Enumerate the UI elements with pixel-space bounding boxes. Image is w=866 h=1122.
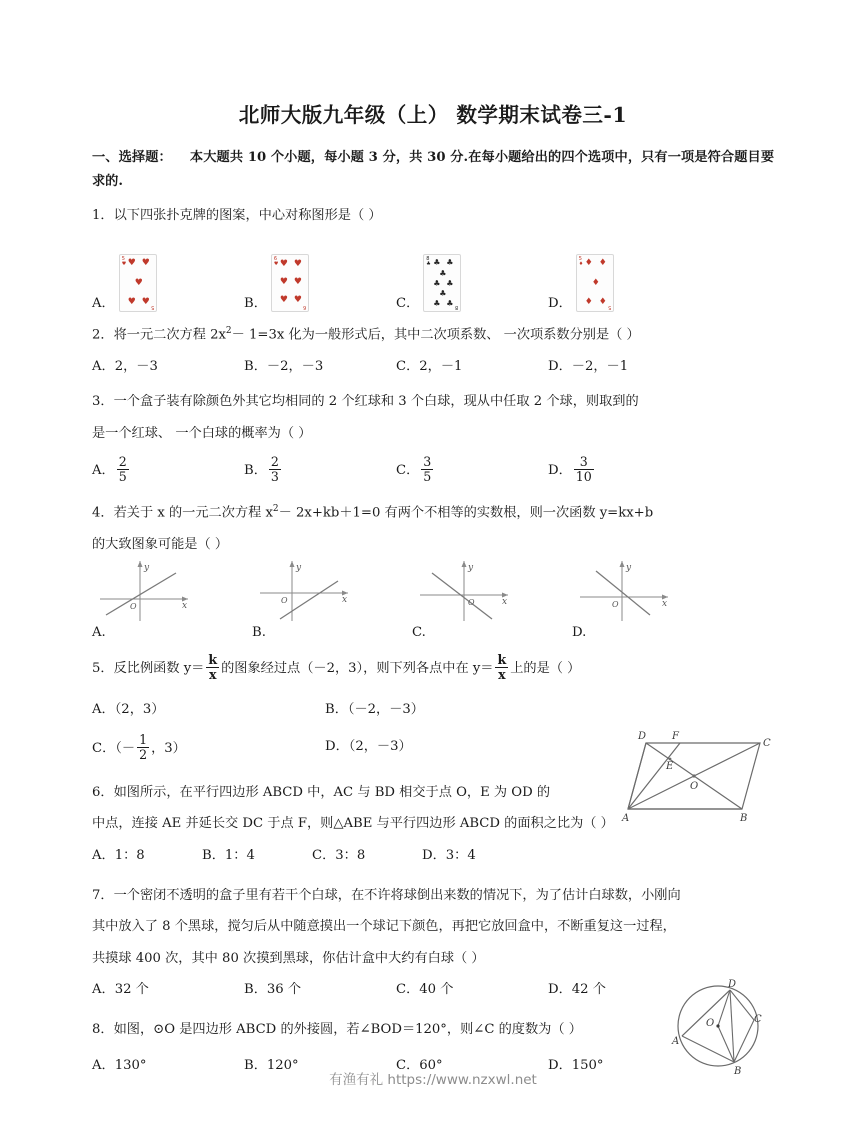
- parallelogram-ABCD-svg: [614, 721, 774, 825]
- option-d[interactable]: D．3：4: [422, 847, 476, 863]
- graph-d-origin-label: O: [612, 599, 619, 609]
- option-b[interactable]: B．120°: [244, 1057, 299, 1073]
- graph-d-y-label: y: [626, 562, 632, 573]
- option-c-fraction: [137, 733, 149, 762]
- question-8-body: 如图，⊙O 是四边形 ABCD 的外接圆，若∠BOD＝120°，则∠C 的度数为（ ）: [113, 1022, 582, 1038]
- option-d[interactable]: D．42 个: [548, 982, 606, 998]
- question-1: [92, 204, 774, 312]
- option-a[interactable]: [92, 456, 244, 485]
- vertex-label-A: A: [672, 1036, 680, 1048]
- question-2-text: [92, 323, 774, 348]
- option-d[interactable]: [548, 456, 596, 485]
- option-d-fraction: [574, 455, 594, 484]
- graph-b-axes: [252, 555, 356, 625]
- card-corner-rank: 6: [273, 256, 278, 263]
- question-1-card-options: [92, 234, 774, 312]
- card-corner-suit: ♥: [121, 261, 127, 268]
- question-4-exponent: 2: [272, 504, 279, 515]
- question-3-text-line1: [92, 390, 774, 414]
- graph-c-x-label: x: [502, 596, 508, 607]
- option-a[interactable]: A．130°: [92, 1057, 147, 1073]
- graph-b-origin-label: O: [281, 595, 288, 605]
- question-1-number: 1．: [92, 208, 114, 223]
- graph-b-x-label: x: [342, 594, 348, 605]
- graph-c-axes: [412, 555, 516, 625]
- option-a-graph-slot[interactable]: [92, 555, 252, 642]
- option-a-letter: A．: [92, 463, 115, 479]
- option-b[interactable]: [244, 456, 396, 485]
- question-5-fraction-2: [495, 653, 508, 682]
- option-d[interactable]: D．150°: [548, 1057, 604, 1073]
- question-3-number: 3．: [92, 394, 114, 410]
- fraction-numerator: k: [208, 651, 218, 667]
- section-heading-text: 本大题共 10 个小题，每小题 3 分，共 30 分.在每小题给出的四个选项中，只有一项是符合题目要求的.: [92, 150, 775, 189]
- option-b-letter: B．: [244, 463, 267, 479]
- card-8-of-clubs: [423, 254, 461, 312]
- question-2-options: [92, 354, 774, 379]
- question-2-body-before: 将一元二次方程 2x: [113, 327, 226, 343]
- card-pip: ♦: [584, 258, 593, 269]
- card-corner-rank: 5: [121, 256, 125, 263]
- card-pip: ♥: [293, 277, 302, 288]
- question-6-options: [92, 843, 774, 868]
- question-2: [92, 323, 774, 379]
- fraction-numerator: 2: [118, 454, 127, 470]
- fraction-denominator: 3: [270, 469, 279, 485]
- card-corner-rank: 8: [426, 256, 430, 263]
- question-3-text-line2: [92, 422, 774, 446]
- question-5-text: [92, 651, 774, 683]
- question-7-number: 7．: [92, 887, 114, 903]
- question-1-text: [92, 204, 774, 228]
- fraction-numerator: 2: [270, 454, 279, 470]
- point-label-E: E: [666, 761, 674, 773]
- point-O-marker: [692, 774, 695, 777]
- card-pip: ♥: [141, 258, 150, 269]
- option-b-card-slot[interactable]: [244, 254, 396, 312]
- card-pip: ♦: [591, 278, 600, 289]
- option-c[interactable]: C．3：8: [312, 847, 366, 863]
- graph-a-y-label: y: [144, 562, 150, 573]
- card-pip: ♣: [446, 258, 454, 268]
- option-b-graph-slot[interactable]: [252, 555, 412, 642]
- option-c[interactable]: C．2，－1: [396, 359, 463, 375]
- circle-figure: [666, 974, 770, 1078]
- graph-a-axes: [92, 555, 196, 625]
- option-c-letter: C．（－: [92, 740, 136, 756]
- option-a[interactable]: A．32 个: [92, 982, 149, 998]
- option-d-card-slot[interactable]: [548, 254, 614, 312]
- card-pip: ♣: [433, 299, 441, 309]
- option-c[interactable]: C．40 个: [396, 982, 454, 998]
- vertex-label-B: B: [734, 1066, 742, 1078]
- card-6-of-hearts: [271, 254, 309, 312]
- question-7-text-line2: [92, 915, 774, 939]
- question-4-body-1a: 若关于 x 的一元二次方程 x: [113, 505, 273, 521]
- card-corner-suit: ♣: [426, 261, 431, 268]
- option-a-card-slot[interactable]: [92, 254, 244, 312]
- card-pip: ♥: [127, 297, 136, 308]
- card-5-of-diamonds: [576, 254, 614, 312]
- graph-a-x-label: x: [182, 600, 188, 611]
- point-label-F: F: [672, 731, 679, 743]
- option-a-letter: A．: [92, 296, 115, 312]
- fraction-denominator: 2: [139, 746, 148, 762]
- vertex-label-D: D: [638, 731, 647, 743]
- question-4-number: 4．: [92, 505, 114, 521]
- card-pip: ♥: [279, 277, 288, 288]
- card-pip: ♥: [134, 278, 143, 289]
- question-5-seg3: 上的是（ ）: [510, 660, 581, 676]
- card-pip: ♣: [433, 279, 441, 289]
- fraction-numerator: 3: [423, 454, 432, 470]
- card-corner-rank-2: 6: [302, 304, 306, 311]
- card-corner-suit: ♥: [273, 261, 279, 268]
- option-a-letter: A.: [92, 624, 106, 640]
- option-c-graph-slot[interactable]: [412, 555, 572, 642]
- question-2-exponent: 2: [225, 326, 232, 337]
- section-heading-label: 一、选择题：: [92, 150, 172, 165]
- graph-c-y-label: y: [468, 562, 474, 573]
- option-a[interactable]: A．（2，3）: [92, 701, 165, 717]
- option-c-fraction: [421, 455, 433, 484]
- option-d-letter: D.: [572, 624, 587, 640]
- option-b-letter: B．: [244, 296, 267, 312]
- card-pip: ♥: [141, 297, 150, 308]
- option-c-card-slot[interactable]: [396, 254, 548, 312]
- option-c-tail: ，3）: [151, 740, 186, 756]
- circumscribed-circle-svg: [666, 974, 770, 1078]
- question-7-body-3: 共摸球 400 次，其中 80 次摸到黑球，你估计盒中大约有白球（ ）: [92, 950, 485, 966]
- option-a-fraction: [117, 455, 129, 484]
- card-pip: ♥: [279, 295, 288, 306]
- fraction-numerator: k: [497, 651, 507, 667]
- question-4-graph-options: [92, 562, 774, 642]
- fraction-numerator: 1: [139, 731, 148, 747]
- option-d-graph-slot[interactable]: [572, 555, 676, 642]
- card-pip: ♦: [598, 258, 607, 269]
- card-pip: ♥: [279, 259, 288, 270]
- graph-a-origin-label: O: [130, 601, 137, 611]
- card-pip: ♦: [598, 297, 607, 308]
- center-marker: [716, 1025, 719, 1028]
- option-c[interactable]: C．60°: [396, 1057, 443, 1073]
- card-corner-rank-2: 5: [150, 304, 154, 311]
- option-c-letter: C．: [396, 463, 420, 479]
- question-2-body-after: － 1=3x 化为一般形式后，其中二次项系数、 一次项系数分别是（ ）: [231, 327, 640, 343]
- vertex-label-A: A: [622, 813, 630, 825]
- card-corner-rank-2: 5: [607, 304, 611, 311]
- page-title: 北师大版九年级（上） 数学期末试卷三-1: [238, 103, 628, 127]
- card-corner-rank-2: 8: [455, 304, 459, 311]
- vertex-label-C: C: [754, 1014, 762, 1026]
- graph-d-axes: [572, 555, 676, 625]
- card-pip: ♣: [439, 269, 447, 279]
- graph-c-origin-label: O: [468, 597, 475, 607]
- option-a[interactable]: A．2，－3: [92, 359, 158, 375]
- fraction-denominator: 10: [575, 469, 592, 485]
- question-1-body: 以下四张扑克牌的图案，中心对称图形是（ ）: [113, 208, 382, 223]
- parallelogram-figure: [614, 721, 774, 825]
- question-3-options: [92, 456, 774, 485]
- question-7-text-line3: [92, 947, 774, 971]
- question-3-body-2: 是一个红球、 一个白球的概率为（ ）: [92, 425, 312, 441]
- question-4-body-1b: － 2x+kb＋1=0 有两个不相等的实数根，则一次函数 y=kx+b: [278, 505, 654, 521]
- question-7-text-line1: [92, 884, 774, 908]
- question-2-number: 2．: [92, 327, 114, 343]
- option-b-fraction: [269, 455, 281, 484]
- option-b[interactable]: B．36 个: [244, 982, 302, 998]
- question-5-number: 5．: [92, 660, 114, 676]
- option-c[interactable]: [396, 456, 548, 485]
- center-label-O: O: [706, 1018, 715, 1030]
- graph-d-x-label: x: [662, 598, 668, 609]
- point-E-marker: [669, 758, 672, 761]
- point-label-O: O: [690, 781, 699, 793]
- option-d[interactable]: D．－2，－1: [548, 359, 629, 375]
- card-pip: ♣: [433, 258, 441, 268]
- graph-b-y-label: y: [296, 562, 302, 573]
- card-pip: ♣: [439, 289, 447, 299]
- question-6-body-2: 中点，连接 AE 并延长交 DC 于点 F，则△ABE 与平行四边形 ABCD 的面积之比为（ ）: [92, 816, 614, 832]
- card-pip: ♥: [293, 259, 302, 270]
- card-pip: ♦: [584, 297, 593, 308]
- vertex-label-B: B: [740, 813, 748, 825]
- option-c-letter: C．: [396, 296, 420, 312]
- option-d[interactable]: D．（2，－3）: [325, 738, 412, 754]
- question-3: [92, 390, 774, 485]
- question-6-number: 6．: [92, 785, 114, 801]
- option-b-letter: B.: [252, 624, 266, 640]
- question-4: [92, 501, 774, 641]
- footer-watermark: 有渔有礼 https://www.nzxwl.net: [329, 1072, 537, 1088]
- question-5-seg1: 反比例函数 y＝: [113, 660, 205, 676]
- question-7-body-1: 一个密闭不透明的盒子里有若干个白球，在不许将球倒出来数的情况下，为了估计白球数，小刚向: [113, 887, 681, 903]
- option-c-letter: C.: [412, 624, 426, 640]
- card-pip: ♣: [446, 279, 454, 289]
- option-b[interactable]: B．－2，－3: [244, 359, 324, 375]
- fraction-denominator: x: [206, 667, 219, 682]
- option-c[interactable]: [92, 731, 325, 763]
- question-7-body-2: 其中放入了 8 个黑球，搅匀后从中随意摸出一个球记下颜色，再把它放回盒中，不断重复这一过程，: [92, 919, 676, 935]
- question-5-options-row-1: [92, 697, 774, 722]
- card-5-of-hearts: [119, 254, 157, 312]
- option-a[interactable]: A．1：8: [92, 847, 145, 863]
- fraction-denominator: x: [495, 667, 508, 682]
- option-d-letter: D．: [548, 296, 572, 312]
- fraction-numerator: 3: [579, 454, 588, 470]
- card-pip: ♥: [127, 258, 136, 269]
- question-8-number: 8．: [92, 1022, 114, 1038]
- question-5-fraction-1: [206, 653, 219, 682]
- card-corner-suit: ♦: [578, 261, 584, 268]
- question-3-body-1: 一个盒子装有除颜色外其它均相同的 2 个红球和 3 个白球，现从中任取 2 个球，则取到的: [113, 394, 639, 410]
- fraction-denominator: 5: [118, 469, 127, 485]
- card-pip: ♥: [293, 295, 302, 306]
- card-corner-rank: 5: [578, 256, 582, 263]
- vertex-label-D: D: [728, 979, 737, 991]
- section-heading: [92, 146, 774, 193]
- question-5-seg2: 的图象经过点（－2，3），则下列各点中在 y＝: [221, 660, 494, 676]
- option-b[interactable]: B．（－2，－3）: [325, 701, 424, 717]
- question-6-body-1: 如图所示，在平行四边形 ABCD 中，AC 与 BD 相交于点 O，E 为 OD 的: [113, 785, 551, 801]
- question-4-body-2: 的大致图象可能是（ ）: [92, 537, 229, 553]
- vertex-label-C: C: [763, 738, 771, 750]
- fraction-denominator: 5: [423, 469, 432, 485]
- option-d-letter: D．: [548, 463, 572, 479]
- card-pip: ♣: [446, 299, 454, 309]
- question-4-text-line1: [92, 501, 774, 526]
- option-b[interactable]: B．1：4: [202, 847, 255, 863]
